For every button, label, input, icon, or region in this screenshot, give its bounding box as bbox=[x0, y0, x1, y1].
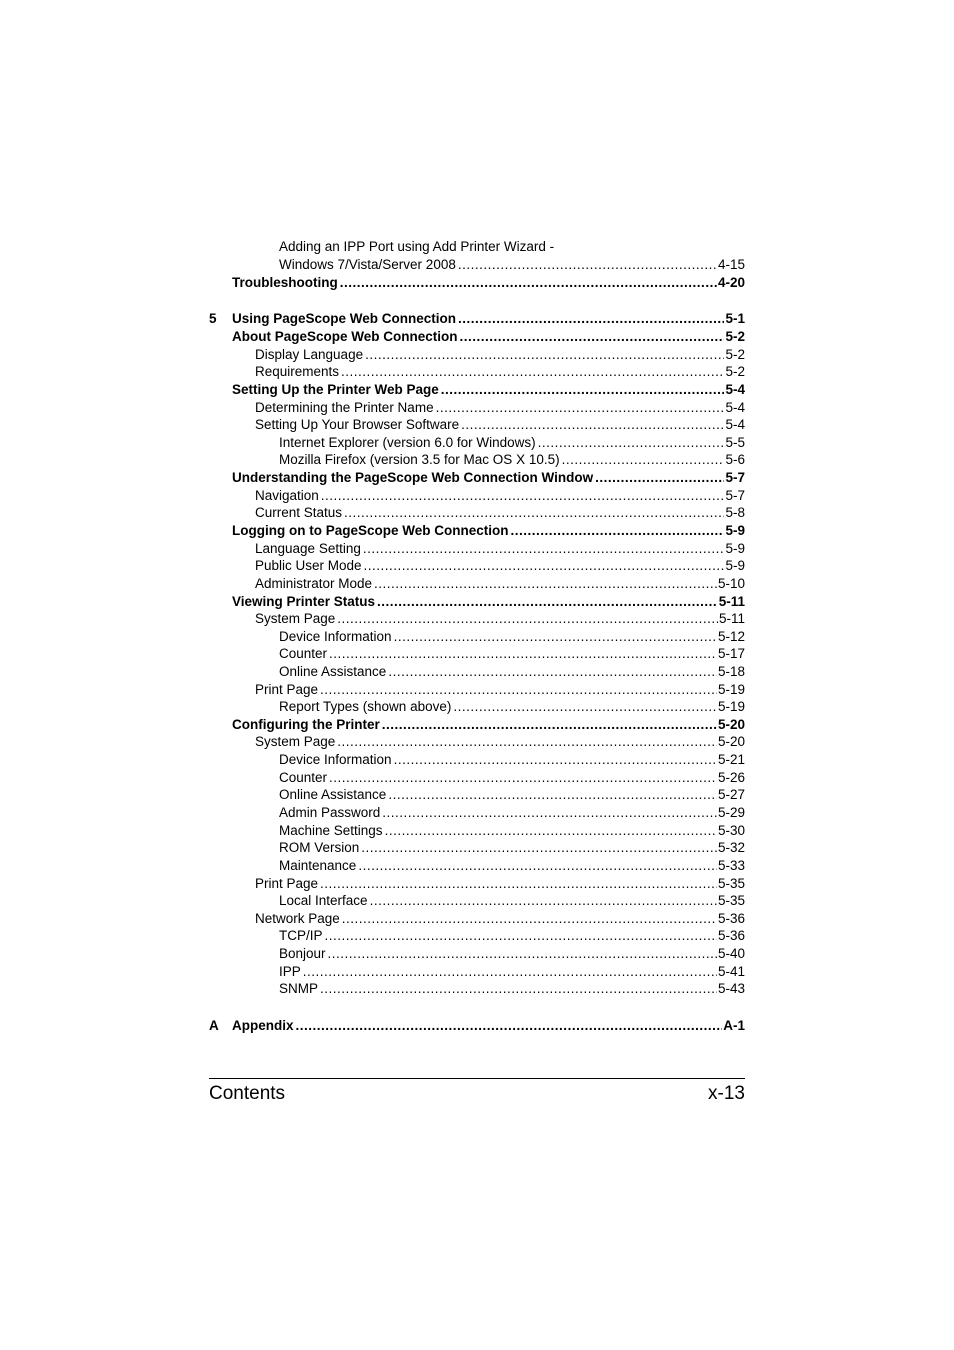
toc-entry[interactable] bbox=[232, 717, 745, 733]
toc-entry[interactable] bbox=[255, 611, 745, 627]
toc-entry-page: 5-9 bbox=[725, 558, 745, 573]
toc-entry-page: 5-30 bbox=[717, 823, 745, 838]
toc-entry-title: Language Setting bbox=[255, 541, 361, 556]
toc-dot-leader bbox=[441, 382, 725, 398]
toc-entry-page: 5-5 bbox=[725, 435, 745, 450]
toc-entry[interactable] bbox=[279, 435, 745, 451]
toc-entry-page: 5-9 bbox=[725, 541, 745, 556]
toc-entry-page: 5-8 bbox=[725, 505, 745, 520]
toc-entry[interactable] bbox=[279, 646, 745, 662]
toc-entry-title: IPP bbox=[279, 964, 301, 979]
toc-entry-title: System Page bbox=[255, 611, 336, 626]
toc-dot-leader bbox=[388, 787, 717, 803]
toc-entry[interactable] bbox=[232, 329, 745, 345]
toc-dot-leader bbox=[377, 594, 718, 610]
toc-entry-page: 4-20 bbox=[717, 275, 745, 290]
toc-entry[interactable] bbox=[255, 576, 745, 592]
toc-entry-page: 5-4 bbox=[725, 400, 745, 415]
toc-entry[interactable] bbox=[279, 928, 745, 944]
toc-entry[interactable] bbox=[255, 364, 745, 380]
toc-dot-leader bbox=[458, 257, 717, 273]
toc-entry-title: Network Page bbox=[255, 911, 340, 926]
toc-entry[interactable] bbox=[255, 347, 745, 363]
toc-entry[interactable] bbox=[279, 699, 745, 715]
toc-entry[interactable] bbox=[279, 858, 745, 874]
toc-entry[interactable] bbox=[279, 770, 745, 786]
toc-entry-title: Windows 7/Vista/Server 2008 bbox=[279, 257, 456, 272]
toc-dot-leader bbox=[460, 329, 725, 345]
toc-entry[interactable] bbox=[255, 541, 745, 557]
toc-entry[interactable] bbox=[255, 488, 745, 504]
toc-entry-page: 5-35 bbox=[717, 876, 745, 891]
toc-entry-page: 5-10 bbox=[717, 576, 745, 591]
toc-dot-leader bbox=[453, 699, 717, 715]
toc-entry-page: 5-4 bbox=[725, 382, 745, 397]
toc-entry[interactable] bbox=[279, 964, 745, 980]
toc-entry[interactable] bbox=[232, 523, 745, 539]
toc-entry-title: Counter bbox=[279, 770, 328, 785]
toc-dot-leader bbox=[296, 1018, 723, 1034]
toc-entry[interactable] bbox=[232, 275, 745, 291]
toc-entry-page: 5-2 bbox=[725, 364, 745, 379]
toc-dot-leader bbox=[382, 717, 717, 733]
toc-entry-title: Bonjour bbox=[279, 946, 326, 961]
toc-dot-leader bbox=[538, 435, 725, 451]
toc-dot-leader bbox=[344, 505, 724, 521]
toc-dot-leader bbox=[303, 964, 717, 980]
toc-entry-page: 5-2 bbox=[725, 347, 745, 362]
toc-entry[interactable] bbox=[255, 682, 745, 698]
toc-entry[interactable] bbox=[255, 400, 745, 416]
toc-entry[interactable] bbox=[279, 805, 745, 821]
toc-entry[interactable] bbox=[279, 823, 745, 839]
toc-entry-title: Appendix bbox=[232, 1018, 294, 1033]
toc-entry-title: Setting Up Your Browser Software bbox=[255, 417, 460, 432]
toc-entry[interactable] bbox=[279, 752, 745, 768]
toc-entry-page: 5-26 bbox=[717, 770, 745, 785]
toc-entry-page: 5-12 bbox=[717, 629, 745, 644]
toc-entry-page: A-1 bbox=[723, 1018, 745, 1033]
footer-page-number: x-13 bbox=[708, 1083, 745, 1104]
toc-entry-title: Internet Explorer (version 6.0 for Windows) bbox=[279, 435, 536, 450]
toc-entry[interactable] bbox=[232, 311, 745, 327]
toc-dot-leader bbox=[337, 734, 717, 750]
toc-entry-page: 5-43 bbox=[717, 981, 745, 996]
toc-entry[interactable] bbox=[279, 981, 745, 997]
toc-dot-leader bbox=[458, 311, 724, 327]
toc-entry-title: Local Interface bbox=[279, 893, 368, 908]
toc-entry-title: Maintenance bbox=[279, 858, 357, 873]
toc-dot-leader bbox=[320, 981, 717, 997]
toc-entry-page: 5-27 bbox=[717, 787, 745, 802]
toc-entry[interactable] bbox=[255, 417, 745, 433]
toc-entry-title: Current Status bbox=[255, 505, 343, 520]
toc-entry-page: 5-29 bbox=[717, 805, 745, 820]
toc-entry[interactable] bbox=[255, 505, 745, 521]
toc-dot-leader bbox=[562, 452, 725, 468]
toc-entry[interactable] bbox=[279, 257, 745, 273]
toc-dot-leader bbox=[365, 347, 724, 363]
toc-entry-title: Online Assistance bbox=[279, 664, 387, 679]
toc-entry-page: 5-36 bbox=[717, 911, 745, 926]
toc-dot-leader bbox=[328, 946, 717, 962]
toc-entry-title: Using PageScope Web Connection bbox=[232, 311, 457, 326]
toc-dot-leader bbox=[370, 893, 717, 909]
toc-entry-title: Admin Password bbox=[279, 805, 381, 820]
toc-entry-title: Administrator Mode bbox=[255, 576, 373, 591]
toc-dot-leader bbox=[361, 840, 717, 856]
toc-dot-leader bbox=[358, 858, 717, 874]
toc-entry-title: Report Types (shown above) bbox=[279, 699, 452, 714]
toc-dot-leader bbox=[320, 682, 717, 698]
toc-entry-title: About PageScope Web Connection bbox=[232, 329, 458, 344]
toc-entry-page: 5-36 bbox=[717, 928, 745, 943]
toc-dot-leader bbox=[337, 611, 718, 627]
toc-entry[interactable] bbox=[255, 558, 745, 574]
toc-entry-page: 5-19 bbox=[717, 699, 745, 714]
toc-dot-leader bbox=[325, 928, 717, 944]
toc-entry-title: Requirements bbox=[255, 364, 340, 379]
toc-entry-page: 5-20 bbox=[717, 734, 745, 749]
toc-entry-title: Device Information bbox=[279, 752, 392, 767]
toc-entry-title: Navigation bbox=[255, 488, 319, 503]
toc-entry-page: 5-21 bbox=[717, 752, 745, 767]
toc-entry-title: Machine Settings bbox=[279, 823, 383, 838]
toc-entry-page: 5-11 bbox=[718, 594, 745, 609]
toc-entry-page: 5-9 bbox=[725, 523, 745, 538]
toc-entry[interactable] bbox=[255, 876, 745, 892]
toc-dot-leader bbox=[374, 576, 717, 592]
toc-dot-leader bbox=[340, 275, 717, 291]
toc-entry-page: 5-2 bbox=[725, 329, 745, 344]
toc-entry-title: SNMP bbox=[279, 981, 319, 996]
toc-entry-title: Adding an IPP Port using Add Printer Wizard - bbox=[279, 239, 555, 254]
toc-dot-leader bbox=[364, 558, 725, 574]
toc-entry[interactable] bbox=[279, 239, 556, 255]
toc-entry-page: 5-7 bbox=[725, 488, 745, 503]
toc-entry-page: 5-35 bbox=[717, 893, 745, 908]
toc-entry-title: Configuring the Printer bbox=[232, 717, 380, 732]
toc-entry-title: Display Language bbox=[255, 347, 364, 362]
toc-entry-title: Device Information bbox=[279, 629, 392, 644]
toc-entry-page: 5-41 bbox=[717, 964, 745, 979]
toc-entry-title: Determining the Printer Name bbox=[255, 400, 434, 415]
toc-dot-leader bbox=[320, 876, 717, 892]
toc-entry-title: Understanding the PageScope Web Connection Window bbox=[232, 470, 594, 485]
toc-entry[interactable] bbox=[232, 594, 745, 610]
toc-dot-leader bbox=[388, 664, 717, 680]
toc-entry-page: 5-32 bbox=[717, 840, 745, 855]
toc-dot-leader bbox=[329, 646, 717, 662]
toc-entry-page: 5-7 bbox=[725, 470, 745, 485]
toc-entry-page: 5-17 bbox=[717, 646, 745, 661]
toc-dot-leader bbox=[382, 805, 717, 821]
toc-dot-leader bbox=[595, 470, 724, 486]
toc-entry-page: 5-19 bbox=[717, 682, 745, 697]
toc-entry-page: 5-11 bbox=[718, 611, 745, 626]
toc-entry-title: ROM Version bbox=[279, 840, 360, 855]
toc-entry[interactable] bbox=[255, 734, 745, 750]
toc-entry-title: Troubleshooting bbox=[232, 275, 338, 290]
toc-entry-page: 5-40 bbox=[717, 946, 745, 961]
toc-entry[interactable] bbox=[232, 1018, 745, 1034]
toc-entry[interactable] bbox=[279, 893, 745, 909]
toc-entry-page: 5-18 bbox=[717, 664, 745, 679]
toc-entry-page: 5-33 bbox=[717, 858, 745, 873]
toc-chapter-number: A bbox=[209, 1018, 219, 1033]
toc-entry-page: 5-4 bbox=[725, 417, 745, 432]
toc-entry-page: 5-1 bbox=[725, 311, 745, 326]
toc-entry-title: System Page bbox=[255, 734, 336, 749]
toc-entry-title: Setting Up the Printer Web Page bbox=[232, 382, 439, 397]
toc-dot-leader bbox=[511, 523, 725, 539]
toc-entry-title: TCP/IP bbox=[279, 928, 323, 943]
toc-dot-leader bbox=[321, 488, 725, 504]
toc-entry-title: Viewing Printer Status bbox=[232, 594, 376, 609]
toc-entry[interactable] bbox=[279, 787, 745, 803]
toc-entry[interactable] bbox=[255, 911, 745, 927]
toc-entry[interactable] bbox=[279, 664, 745, 680]
toc-dot-leader bbox=[394, 629, 717, 645]
toc-dot-leader bbox=[329, 770, 717, 786]
toc-dot-leader bbox=[341, 364, 724, 380]
toc-entry-title: Counter bbox=[279, 646, 328, 661]
toc-entry-page: 5-6 bbox=[725, 452, 745, 467]
toc-entry-title: Public User Mode bbox=[255, 558, 362, 573]
toc-dot-leader bbox=[363, 541, 725, 557]
footer-section-title: Contents bbox=[209, 1083, 286, 1104]
toc-entry[interactable] bbox=[279, 840, 745, 856]
footer-rule bbox=[209, 1078, 745, 1079]
toc-entry[interactable] bbox=[232, 470, 745, 486]
toc-entry-title: Print Page bbox=[255, 876, 319, 891]
toc-dot-leader bbox=[385, 823, 717, 839]
toc-entry-title: Logging on to PageScope Web Connection bbox=[232, 523, 509, 538]
toc-entry[interactable] bbox=[232, 382, 745, 398]
toc-dot-leader bbox=[461, 417, 724, 433]
toc-entry-title: Print Page bbox=[255, 682, 319, 697]
toc-dot-leader bbox=[436, 400, 725, 416]
toc-entry-title: Online Assistance bbox=[279, 787, 387, 802]
toc-entry-page: 4-15 bbox=[717, 257, 745, 272]
toc-chapter-number: 5 bbox=[209, 311, 217, 326]
toc-entry-page: 5-20 bbox=[717, 717, 745, 732]
toc-entry[interactable] bbox=[279, 946, 745, 962]
toc-entry[interactable] bbox=[279, 629, 745, 645]
toc-entry-title: Mozilla Firefox (version 3.5 for Mac OS X 10.5) bbox=[279, 452, 560, 467]
toc-dot-leader bbox=[394, 752, 717, 768]
toc-entry[interactable] bbox=[279, 452, 745, 468]
toc-dot-leader bbox=[342, 911, 717, 927]
